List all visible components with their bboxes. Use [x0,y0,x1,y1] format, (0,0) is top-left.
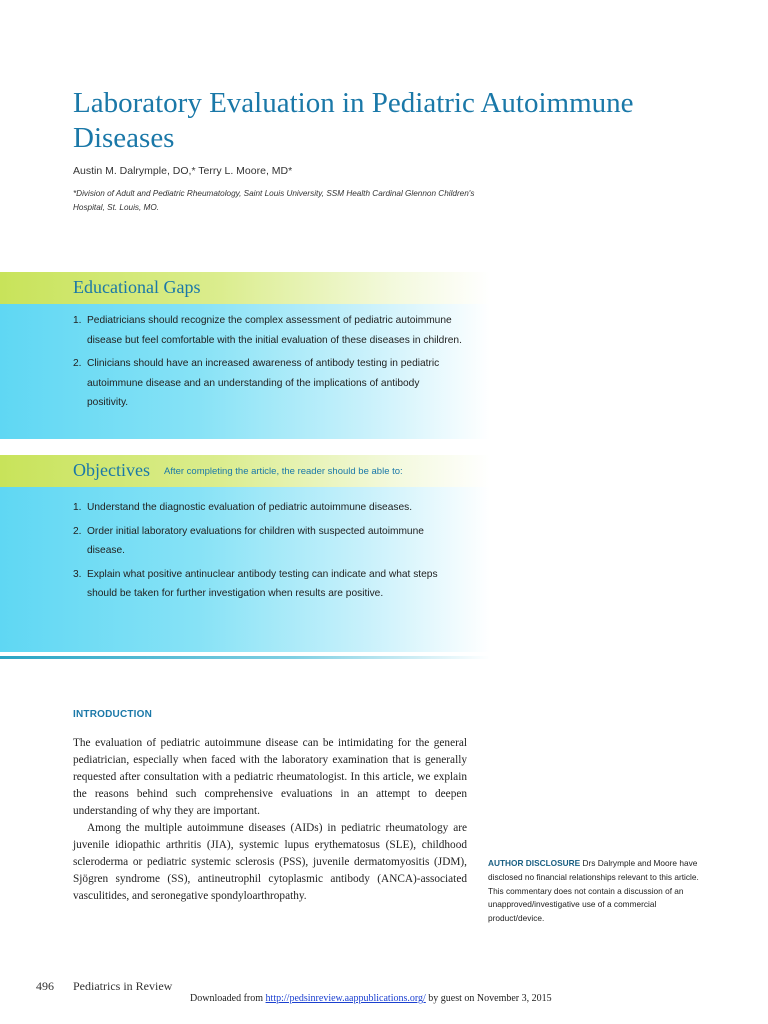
list-item-number: 3. [73,568,82,580]
list-item-text: Explain what positive antinuclear antibody testing can indicate and what steps should be taken for further investigation when results are positive. [87,568,438,599]
introduction-heading: INTRODUCTION [73,709,153,720]
paragraph: The evaluation of pediatric autoimmune disease can be intimidating for the general pediatrician, especially when faced with the laboratory examination that is generally requested after consultation with a pediatric rheumatologist. In this article, we explain the reasons behind such comprehensive evaluations in an attempt to deepen understanding of why they are important. [73,737,467,817]
download-prefix: Downloaded from [190,993,264,1004]
list-item-text: Understand the diagnostic evaluation of pediatric autoimmune diseases. [87,502,413,513]
objectives-header-band [0,455,490,487]
list-item-number: 2. [73,358,82,369]
objectives-title: Objectives [73,460,150,480]
download-suffix: by guest on November 3, 2015 [428,993,552,1004]
list-item-number: 1. [73,502,82,513]
objectives-subheading: After completing the article, the reader should be able to: [163,466,403,477]
list-item [73,311,463,350]
disclosure-label: AUTHOR DISCLOSURE [488,858,581,868]
list-item-text: Pediatricians should recognize the complex assessment of pediatric autoimmune disease but feel comfortable with the initial evaluation of these diseases in children. [87,315,462,346]
download-link[interactable]: http://pedsinreview.aappublications.org/ [265,993,426,1004]
introduction-body [73,735,467,905]
section-divider [0,656,490,659]
objectives-list [73,498,463,608]
list-item [73,522,463,561]
list-item [73,354,463,413]
objectives-heading [73,460,403,481]
list-item [73,498,463,518]
author-affiliation: *Division of Adult and Pediatric Rheumatology, Saint Louis University, SSM Health Cardinal Glennon Children's Hospital, St. Louis, MO. [73,189,475,212]
paragraph: Among the multiple autoimmune diseases (AIDs) in pediatric rheumatology are juvenile idiopathic arthritis (JIA), systemic lupus erythematosus (SLE), childhood scleroderma or pediatric systemic sclerosis (PSS), juvenile dermatomyositis (JDM), Sjögren syndrome (SS), antineutrophil cytoplasmic antibody (ANCA)-associated vasculitides, and seronegative spondyloarthropathy. [73,822,467,902]
list-item-text: Order initial laboratory evaluations for children with suspected autoimmune disease. [87,525,424,556]
educational-gaps-list [73,311,463,417]
educational-gaps-heading: Educational Gaps [73,277,201,297]
list-item-number: 1. [73,315,82,326]
list-item-text: Clinicians should have an increased awareness of antibody testing in pediatric autoimmune disease and an understanding of the implications of antibody positivity. [87,358,440,408]
author-disclosure [488,857,713,926]
list-item-number: 2. [73,525,82,537]
author-list: Austin M. Dalrymple, DO,* Terry L. Moore, MD* [73,165,293,177]
page-number: 496 [36,979,54,993]
journal-name: Pediatrics in Review [73,979,173,993]
disclosure-text: Drs Dalrymple and Moore have disclosed no financial relationships relevant to this article. This commentary does not contain a discussion of an unapproved/investigative use of a commercial product/device. [488,858,699,924]
download-notice [190,993,750,1004]
list-item [73,565,463,604]
educational-gaps-header-band [0,272,490,304]
article-title: Laboratory Evaluation in Pediatric Autoimmune Diseases [73,87,634,154]
